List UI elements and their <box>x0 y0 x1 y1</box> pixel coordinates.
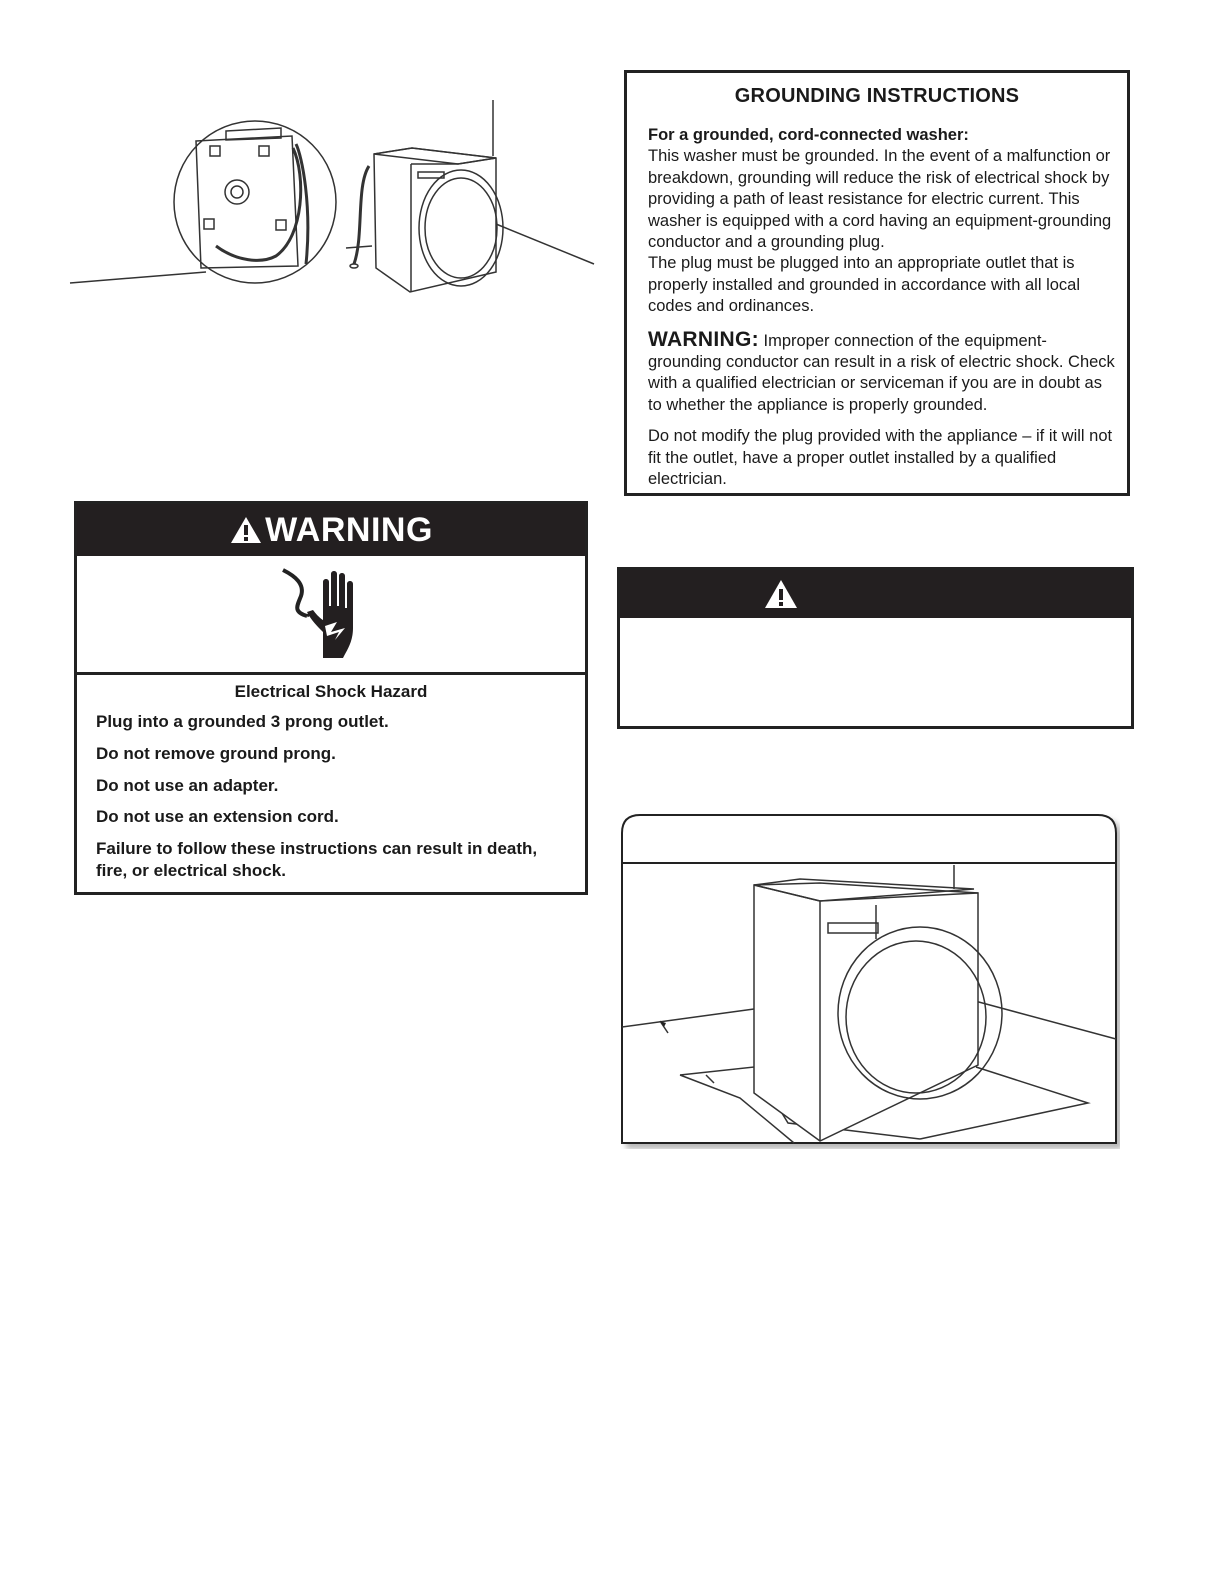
washer-rear-illustration <box>66 96 600 296</box>
warning-triangle-icon <box>763 578 799 610</box>
warning-item: Do not use an extension cord. <box>96 807 339 827</box>
grounding-warning <box>648 329 1117 417</box>
warning-item: Plug into a grounded 3 prong outlet. <box>96 712 389 731</box>
warning-icon-area <box>77 556 585 675</box>
warning-triangle-icon <box>229 515 263 545</box>
secondary-warning-box <box>617 567 1134 729</box>
secondary-warning-header <box>620 570 1131 618</box>
warning-list <box>96 711 571 892</box>
grounding-title: GROUNDING INSTRUCTIONS <box>734 85 1020 107</box>
grounding-paragraph-2: The plug must be plugged into an appropriate outlet that is properly installed and grounded in accordance with all local codes and ordinances. <box>648 254 1081 316</box>
electrical-warning-box <box>74 501 588 895</box>
grounding-paragraph-1: This washer must be grounded. In the event of a malfunction or breakdown, grounding will reduce the risk of electrical shock by providing a path of least resistance for electric current. This washer is equipped with a cord having an equipment-grounding conductor and a grounding plug. <box>648 147 1112 252</box>
grounding-subtitle: For a grounded, cord-connected washer: <box>648 126 969 144</box>
warning-item: Do not remove ground prong. <box>96 743 336 763</box>
grounding-paragraph-3: Do not modify the plug provided with the appliance – if it will not fit the outlet, have a proper outlet installed by a qualified electrician. <box>648 427 1113 489</box>
grounding-instructions-box <box>624 70 1130 496</box>
washer-floor-illustration <box>620 813 1120 1149</box>
grounding-warning-text: Improper connection of the equipment-grounding conductor can result in a risk of electric shock. Check with a qualified electrician or serviceman if you are in doubt as to whether the appliance is properly grounded. <box>648 331 1115 414</box>
warning-header-text: WARNING <box>265 510 433 549</box>
warning-item: Do not use an adapter. <box>96 775 279 795</box>
warning-header <box>77 504 585 556</box>
electric-shock-hand-icon <box>277 566 369 662</box>
hazard-title: Electrical Shock Hazard <box>234 682 428 701</box>
grounding-warning-label: WARNING: <box>648 327 759 351</box>
warning-item: Failure to follow these instructions can result in death, fire, or electrical shock. <box>96 839 538 881</box>
